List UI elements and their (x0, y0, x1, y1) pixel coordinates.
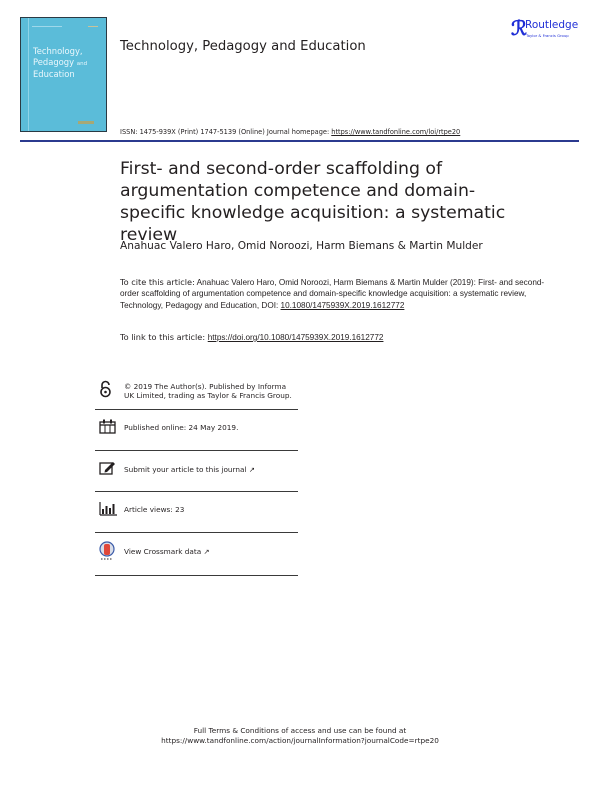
submit-article-text (124, 465, 298, 474)
cover-title-line: Technology, (33, 46, 83, 56)
cover-volume-line (32, 26, 62, 27)
submit-article-link[interactable] (95, 459, 298, 485)
publisher-tagline: Taylor & Francis Group (526, 33, 569, 38)
terms-footer (0, 726, 600, 746)
submit-label: Submit your article to this journal (124, 465, 249, 474)
cover-spine (28, 18, 29, 131)
crossmark-label: View Crossmark data (124, 547, 204, 556)
external-link-icon: ↗ (203, 547, 210, 556)
link-label: To link to this article: (120, 332, 208, 342)
article-title: First- and second-order scaffolding of argumentation competence and domain-specific knowledge acquisition: a systematic review (120, 159, 506, 245)
journal-cover-image (20, 17, 107, 132)
open-access-notice (95, 380, 298, 408)
divider (95, 575, 298, 576)
divider (95, 409, 298, 410)
edit-icon (99, 460, 116, 476)
open-access-icon (99, 380, 112, 398)
terms-url[interactable]: https://www.tandfonline.com/action/journalInformation?journalCode=rtpe20 (161, 736, 439, 745)
divider (95, 532, 298, 533)
cite-doi-link[interactable]: 10.1080/1475939X.2019.1612772 (280, 300, 405, 310)
article-views-link[interactable] (95, 499, 298, 525)
cover-issue-line (88, 26, 98, 27)
cover-title-line: Education (33, 69, 75, 79)
divider (95, 491, 298, 492)
journal-name: Technology, Pedagogy and Education (120, 39, 366, 54)
crossmark-icon (99, 541, 115, 561)
crossmark-link[interactable] (95, 540, 298, 568)
article-link-line (120, 332, 383, 342)
publisher-name: Routledge (525, 19, 579, 31)
issn-text: ISSN: 1475-939X (Print) 1747-5139 (Online) Journal homepage: (120, 128, 332, 136)
cite-label: To cite this article: (120, 277, 195, 287)
journal-homepage-link[interactable]: https://www.tandfonline.com/loi/rtpe20 (331, 128, 461, 136)
article-authors: Anahuac Valero Haro, Omid Noroozi, Harm Biemans & Martin Mulder (120, 240, 483, 252)
calendar-icon (99, 419, 116, 434)
external-link-icon: ↗ (248, 465, 255, 474)
cover-title-and: and (76, 60, 88, 67)
copyright-text: © 2019 The Author(s). Published by Informa UK Limited, trading as Taylor & Francis Group. (124, 382, 292, 401)
bar-chart-icon (99, 502, 117, 516)
header-divider (20, 140, 579, 142)
published-date: Published online: 24 May 2019. (124, 423, 239, 432)
published-online-row (95, 418, 298, 442)
terms-text: Full Terms & Conditions of access and use can be found at (193, 726, 407, 735)
article-doi-link[interactable]: https://doi.org/10.1080/1475939X.2019.1612772 (207, 333, 384, 342)
routledge-r-icon: ℛ (511, 16, 527, 40)
cover-publisher-mark (78, 121, 94, 124)
divider (95, 450, 298, 451)
crossmark-text (124, 547, 298, 556)
citation-block (120, 277, 550, 311)
issn-line (120, 128, 460, 136)
cover-title-line: Pedagogy (33, 56, 75, 67)
article-views-text: Article views: 23 (124, 505, 185, 514)
cover-title (33, 46, 105, 80)
cite-text: Anahuac Valero Haro, Omid Noroozi, Harm Biemans & Martin Mulder (2019): First- and second-order scaffolding of argumentation competence and domain-specific knowledge acquisition: a systematic review, Technology, Pedagogy and Education, DOI: (120, 278, 545, 310)
